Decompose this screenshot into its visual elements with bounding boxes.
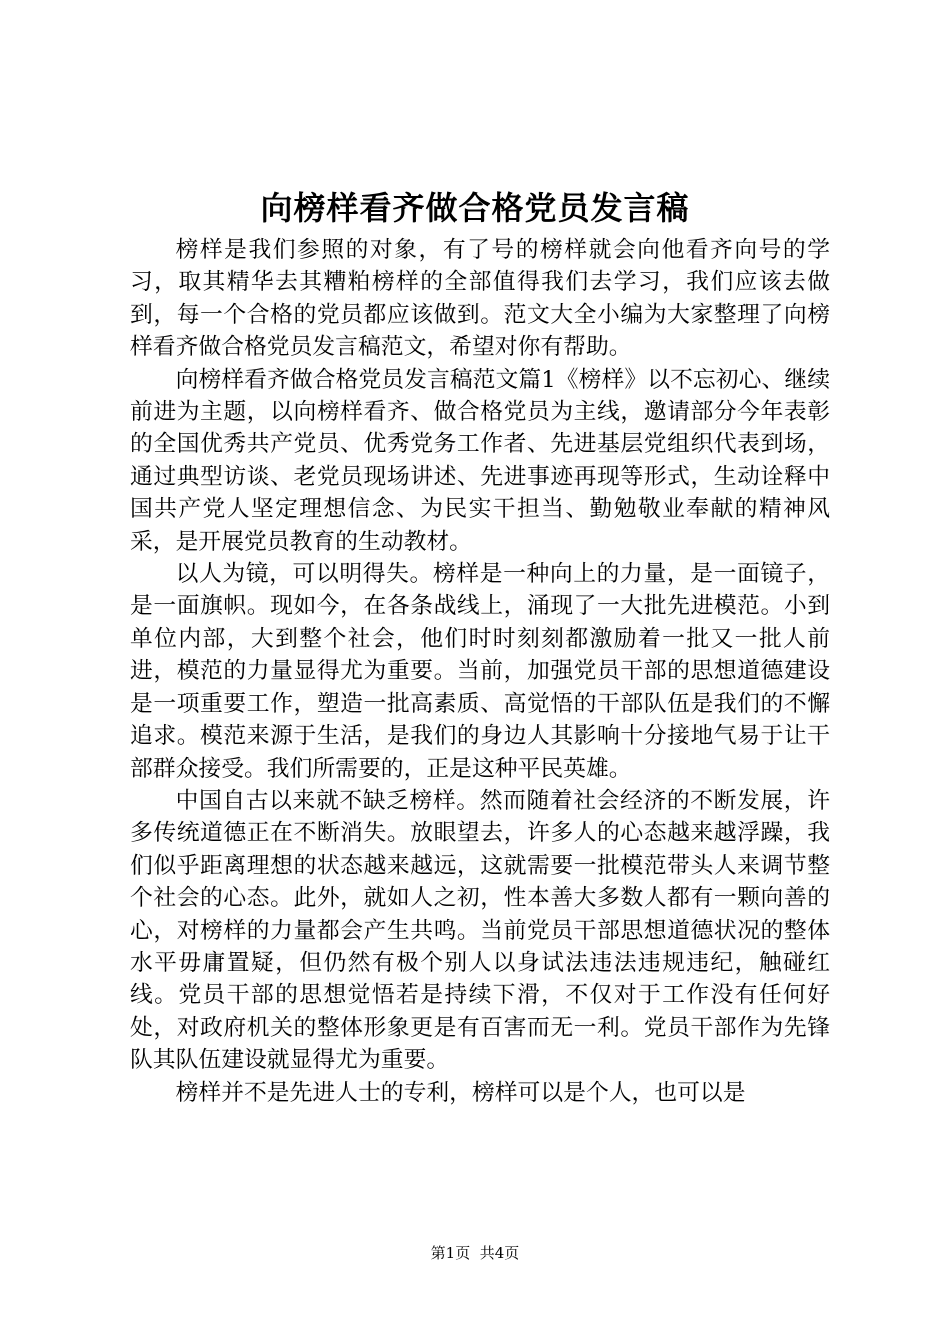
page-number: 第1页	[430, 1244, 471, 1262]
paragraph-tradition: 中国自古以来就不缺乏榜样。然而随着社会经济的不断发展，许多传统道德正在不断消失。放眼望去，许多人的心态越来越浮躁，我们似乎距离理想的状态越来越远，这就需要一批模范带头人来调节整个社会的心态。此外，就如人之初，性本善大多数人都有一颗向善的心，对榜样的力量都会产生共鸣。当前党员干部思想道德状况的整体水平毋庸置疑，但仍然有极个别人以身试法违法违规违纪，触碰红线。党员干部的思想觉悟若是持续下滑，不仅对于工作没有任何好处，对政府机关的整体形象更是有百害而无一利。党员干部作为先锋队其队伍建设就显得尤为重要。	[130, 787, 830, 1074]
paragraph-sample-1: 向榜样看齐做合格党员发言稿范文篇1《榜样》以不忘初心、继续前进为主题，以向榜样看齐、做合格党员为主线，邀请部分今年表彰的全国优秀共产党员、优秀党务工作者、先进基层党组织代表到场，通过典型访谈、老党员现场讲述、先进事迹再现等形式，生动诠释中国共产党人坚定理想信念、为民实干担当、勤勉敬业奉献的精神风采，是开展党员教育的生动教材。	[130, 366, 830, 555]
page-total: 共4页	[479, 1244, 520, 1262]
document-body	[130, 234, 830, 1109]
paragraph-continued: 榜样并不是先进人士的专利，榜样可以是个人，也可以是	[175, 1079, 746, 1106]
paragraph-intro: 榜样是我们参照的对象，有了号的榜样就会向他看齐向号的学习，取其精华去其糟粕榜样的全部值得我们去学习，我们应该去做到，每一个合格的党员都应该做到。范文大全小编为大家整理了向榜样看齐做合格党员发言稿范文，希望对你有帮助。	[130, 237, 830, 361]
paragraph-mirror: 以人为镜，可以明得失。榜样是一种向上的力量，是一面镜子，是一面旗帜。现如今，在各条战线上，涌现了一大批先进模范。小到单位内部，大到整个社会，他们时时刻刻都激励着一批又一批人前进，模范的力量显得尤为重要。当前，加强党员干部的思想道德建设是一项重要工作，塑造一批高素质、高觉悟的干部队伍是我们的不懈追求。模范来源于生活，是我们的身边人其影响十分接地气易于让干部群众接受。我们所需要的，正是这种平民英雄。	[130, 561, 830, 782]
document-title: 向榜样看齐做合格党员发言稿	[260, 189, 690, 227]
page-footer	[0, 1242, 950, 1264]
